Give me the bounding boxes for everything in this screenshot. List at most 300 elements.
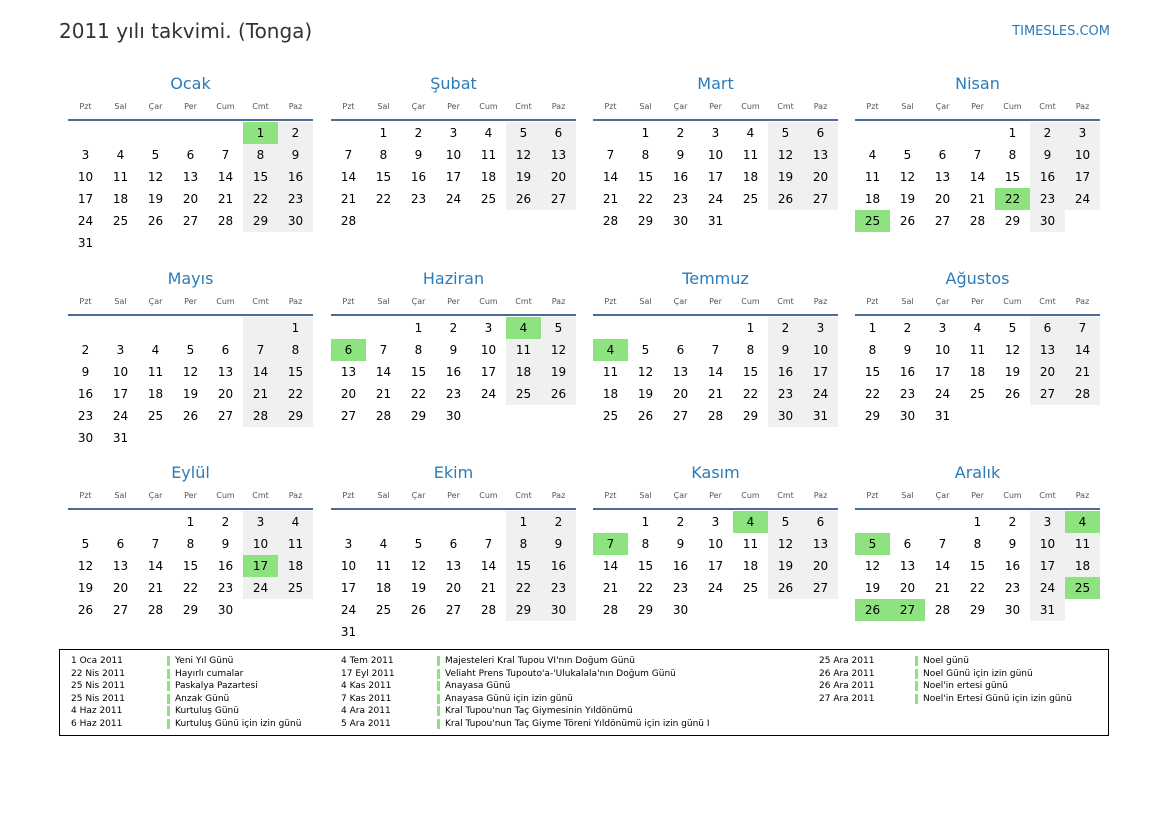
day-cell: 11	[375, 559, 392, 573]
day-cell: 19	[410, 581, 427, 595]
empty-cell	[208, 317, 243, 339]
day-cell: 12	[77, 559, 94, 573]
day-cell: 5	[768, 511, 803, 533]
month-7	[593, 268, 838, 427]
day-cell: 18	[742, 559, 759, 573]
holiday-day-cell: 4	[1065, 511, 1100, 533]
day-cell: 23	[1004, 581, 1021, 595]
day-cell: 16	[1030, 166, 1065, 188]
weekday-label: Per	[184, 491, 197, 500]
day-cell: 16	[445, 365, 462, 379]
day-cell: 6	[938, 148, 947, 162]
day-cell: 16	[768, 361, 803, 383]
holiday-date: 27 Ara 2011	[819, 693, 875, 704]
weekday-label: Sal	[114, 102, 127, 111]
day-cell: 19	[768, 166, 803, 188]
day-cell: 11	[147, 365, 164, 379]
holiday-day-cell: 5	[855, 533, 890, 555]
day-cell: 16	[217, 559, 234, 573]
day-cell: 3	[243, 511, 278, 533]
day-cell: 5	[81, 537, 90, 551]
day-cell: 13	[340, 365, 357, 379]
day-cell: 7	[243, 339, 278, 361]
day-cell: 26	[637, 409, 654, 423]
day-cell: 22	[637, 581, 654, 595]
month-name: Mart	[697, 74, 734, 93]
day-cell: 9	[414, 148, 423, 162]
day-cell: 28	[934, 603, 951, 617]
day-cell: 2	[278, 122, 313, 144]
weekday-header	[855, 294, 1100, 316]
empty-cell	[890, 511, 925, 533]
day-cell: 9	[221, 537, 230, 551]
day-cell: 21	[934, 581, 951, 595]
day-cell: 25	[375, 603, 392, 617]
legend-row	[71, 705, 301, 718]
weekday-header	[68, 488, 313, 510]
day-grid	[593, 511, 838, 621]
legend-column	[819, 655, 1072, 705]
day-grid	[331, 317, 576, 427]
holiday-date: 4 Haz 2011	[71, 706, 123, 717]
weekday-label: Cum	[1003, 297, 1022, 306]
day-cell: 18	[969, 365, 986, 379]
weekday-label: Cum	[741, 491, 760, 500]
holiday-name: Kurtuluş Günü için izin günü	[175, 718, 302, 729]
month-name: Ekim	[433, 463, 474, 482]
day-cell: 2	[449, 321, 458, 335]
day-cell: 10	[707, 148, 724, 162]
day-cell: 25	[506, 383, 541, 405]
legend-row	[71, 655, 301, 668]
day-cell: 28	[602, 603, 619, 617]
empty-cell	[103, 317, 138, 339]
weekday-label: Sal	[901, 491, 914, 500]
day-cell: 30	[278, 210, 313, 232]
day-cell: 30	[768, 405, 803, 427]
weekday-label: Cum	[741, 297, 760, 306]
weekday-label: Sal	[114, 297, 127, 306]
weekday-header	[593, 294, 838, 316]
day-cell: 2	[1030, 122, 1065, 144]
day-cell: 8	[278, 339, 313, 361]
day-cell: 31	[707, 214, 724, 228]
weekday-label: Çar	[411, 491, 426, 500]
day-cell: 1	[868, 321, 877, 335]
day-cell: 4	[746, 126, 755, 140]
day-cell: 9	[676, 537, 685, 551]
weekday-label: Per	[709, 102, 722, 111]
day-cell: 29	[637, 603, 654, 617]
day-cell: 5	[506, 122, 541, 144]
day-cell: 8	[641, 537, 650, 551]
weekday-label: Paz	[813, 491, 828, 500]
weekday-label: Çar	[673, 297, 688, 306]
day-cell: 31	[934, 409, 951, 423]
day-cell: 13	[182, 170, 199, 184]
month-8	[855, 268, 1100, 427]
day-cell: 3	[938, 321, 947, 335]
day-cell: 28	[602, 214, 619, 228]
day-grid	[68, 511, 313, 621]
day-cell: 21	[969, 192, 986, 206]
day-cell: 3	[116, 343, 125, 357]
day-cell: 24	[340, 603, 357, 617]
day-cell: 14	[375, 365, 392, 379]
day-cell: 30	[541, 599, 576, 621]
day-cell: 8	[746, 343, 755, 357]
empty-cell	[663, 317, 698, 339]
day-cell: 15	[243, 166, 278, 188]
day-cell: 15	[637, 559, 654, 573]
day-cell: 19	[899, 192, 916, 206]
day-cell: 22	[410, 387, 427, 401]
day-cell: 8	[186, 537, 195, 551]
day-grid	[331, 511, 576, 643]
day-cell: 7	[1065, 317, 1100, 339]
legend-row	[819, 668, 1072, 681]
weekday-label: Cmt	[777, 102, 794, 111]
day-cell: 4	[484, 126, 493, 140]
legend-row	[341, 693, 710, 706]
day-cell: 23	[672, 192, 689, 206]
weekday-label: Paz	[1075, 297, 1090, 306]
day-cell: 18	[742, 170, 759, 184]
day-cell: 19	[147, 192, 164, 206]
empty-cell	[331, 511, 366, 533]
weekday-label: Per	[184, 102, 197, 111]
day-cell: 21	[243, 383, 278, 405]
day-cell: 5	[151, 148, 160, 162]
empty-cell	[471, 511, 506, 533]
month-name: Nisan	[955, 74, 1000, 93]
day-cell: 8	[973, 537, 982, 551]
day-cell: 22	[637, 192, 654, 206]
day-cell: 21	[602, 581, 619, 595]
day-cell: 27	[803, 188, 838, 210]
weekday-label: Paz	[1075, 491, 1090, 500]
weekday-label: Pzt	[342, 102, 355, 111]
holiday-name: Kurtuluş Günü	[175, 706, 239, 717]
day-cell: 29	[969, 603, 986, 617]
day-cell: 9	[449, 343, 458, 357]
empty-cell	[628, 317, 663, 339]
holiday-day-cell: 1	[243, 122, 278, 144]
day-cell: 15	[375, 170, 392, 184]
day-cell: 6	[1030, 317, 1065, 339]
day-cell: 23	[899, 387, 916, 401]
day-cell: 18	[147, 387, 164, 401]
legend-row	[71, 718, 301, 731]
legend-column	[71, 655, 301, 731]
day-cell: 7	[379, 343, 388, 357]
day-cell: 13	[672, 365, 689, 379]
day-cell: 22	[864, 387, 881, 401]
day-cell: 3	[711, 515, 720, 529]
month-12	[855, 462, 1100, 621]
day-cell: 17	[1065, 166, 1100, 188]
day-cell: 2	[81, 343, 90, 357]
day-cell: 14	[602, 170, 619, 184]
day-cell: 12	[768, 144, 803, 166]
day-cell: 11	[864, 170, 881, 184]
weekday-label: Çar	[673, 102, 688, 111]
day-cell: 9	[903, 343, 912, 357]
day-cell: 17	[112, 387, 129, 401]
empty-cell	[208, 122, 243, 144]
weekday-label: Paz	[813, 102, 828, 111]
day-cell: 3	[344, 537, 353, 551]
weekday-label: Çar	[148, 491, 163, 500]
day-cell: 15	[969, 559, 986, 573]
day-cell: 28	[375, 409, 392, 423]
day-cell: 29	[410, 409, 427, 423]
day-cell: 27	[182, 214, 199, 228]
day-cell: 8	[414, 343, 423, 357]
day-cell: 18	[278, 555, 313, 577]
weekday-header	[68, 99, 313, 121]
day-cell: 10	[480, 343, 497, 357]
weekday-label: Per	[709, 297, 722, 306]
day-cell: 2	[541, 511, 576, 533]
day-cell: 31	[803, 405, 838, 427]
weekday-label: Çar	[411, 297, 426, 306]
day-cell: 5	[414, 537, 423, 551]
weekday-label: Paz	[551, 102, 566, 111]
day-cell: 9	[676, 148, 685, 162]
holiday-date: 25 Ara 2011	[819, 656, 875, 666]
day-cell: 6	[803, 511, 838, 533]
day-cell: 3	[803, 317, 838, 339]
weekday-label: Çar	[148, 102, 163, 111]
weekday-header	[855, 488, 1100, 510]
day-cell: 24	[1030, 577, 1065, 599]
day-cell: 21	[217, 192, 234, 206]
day-cell: 28	[480, 603, 497, 617]
day-cell: 23	[410, 192, 427, 206]
weekday-label: Sal	[901, 297, 914, 306]
day-cell: 13	[1030, 339, 1065, 361]
day-cell: 5	[186, 343, 195, 357]
month-3	[593, 73, 838, 232]
day-cell: 2	[1008, 515, 1017, 529]
site-link[interactable]: TIMESLES.COM	[1012, 24, 1110, 39]
day-cell: 1	[186, 515, 195, 529]
day-cell: 28	[340, 214, 357, 228]
day-cell: 12	[768, 533, 803, 555]
empty-cell	[68, 317, 103, 339]
holiday-marker	[167, 706, 170, 716]
weekday-label: Per	[971, 102, 984, 111]
holiday-name: Noel günü	[923, 656, 969, 666]
day-cell: 25	[602, 409, 619, 423]
month-name: Aralık	[954, 463, 1001, 482]
day-cell: 7	[484, 537, 493, 551]
weekday-header	[855, 99, 1100, 121]
day-cell: 15	[278, 361, 313, 383]
day-cell: 14	[1065, 339, 1100, 361]
day-cell: 29	[506, 599, 541, 621]
holiday-marker	[437, 669, 440, 679]
day-cell: 12	[864, 559, 881, 573]
holiday-name: Majesteleri Kral Tupou VI'nın Doğum Günü	[445, 656, 635, 666]
month-name: Ocak	[170, 74, 211, 93]
day-cell: 29	[1004, 214, 1021, 228]
page-title: 2011 yılı takvimi. (Tonga)	[59, 19, 313, 43]
day-cell: 24	[445, 192, 462, 206]
weekday-label: Sal	[639, 297, 652, 306]
weekday-label: Cmt	[1039, 491, 1056, 500]
day-cell: 19	[864, 581, 881, 595]
day-cell: 27	[541, 188, 576, 210]
month-name: Kasım	[691, 463, 740, 482]
day-cell: 17	[934, 365, 951, 379]
day-cell: 27	[340, 409, 357, 423]
month-1	[68, 73, 313, 254]
holiday-date: 25 Nis 2011	[71, 681, 125, 692]
empty-cell	[855, 122, 890, 144]
day-cell: 1	[506, 511, 541, 533]
day-cell: 14	[147, 559, 164, 573]
day-cell: 11	[742, 148, 759, 162]
day-cell: 22	[278, 383, 313, 405]
day-cell: 31	[77, 236, 94, 250]
day-cell: 21	[707, 387, 724, 401]
day-cell: 4	[379, 537, 388, 551]
weekday-label: Pzt	[79, 102, 92, 111]
day-cell: 8	[1008, 148, 1017, 162]
day-cell: 1	[641, 126, 650, 140]
day-cell: 2	[414, 126, 423, 140]
day-cell: 14	[217, 170, 234, 184]
day-cell: 11	[602, 365, 619, 379]
day-cell: 6	[541, 122, 576, 144]
day-cell: 19	[182, 387, 199, 401]
holiday-marker	[915, 681, 918, 691]
day-cell: 3	[711, 126, 720, 140]
day-cell: 22	[182, 581, 199, 595]
day-cell: 19	[77, 581, 94, 595]
day-cell: 7	[606, 148, 615, 162]
empty-cell	[890, 122, 925, 144]
weekday-label: Per	[447, 102, 460, 111]
day-cell: 24	[480, 387, 497, 401]
day-cell: 13	[445, 559, 462, 573]
day-cell: 20	[112, 581, 129, 595]
day-cell: 10	[243, 533, 278, 555]
month-name: Ağustos	[945, 269, 1010, 288]
day-cell: 7	[221, 148, 230, 162]
day-cell: 25	[112, 214, 129, 228]
day-cell: 15	[1004, 170, 1021, 184]
weekday-label: Cum	[1003, 102, 1022, 111]
weekday-label: Cmt	[1039, 102, 1056, 111]
day-cell: 18	[602, 387, 619, 401]
empty-cell	[855, 511, 890, 533]
holiday-name: Noel'in ertesi günü	[923, 681, 1008, 692]
weekday-label: Çar	[935, 102, 950, 111]
day-cell: 18	[864, 192, 881, 206]
day-cell: 12	[637, 365, 654, 379]
day-cell: 22	[506, 577, 541, 599]
holiday-name: Paskalya Pazartesi	[175, 681, 258, 692]
empty-cell	[366, 511, 401, 533]
day-cell: 6	[676, 343, 685, 357]
day-cell: 11	[969, 343, 986, 357]
weekday-label: Paz	[813, 297, 828, 306]
weekday-label: Cmt	[252, 102, 269, 111]
weekday-label: Paz	[1075, 102, 1090, 111]
day-cell: 23	[672, 581, 689, 595]
holiday-date: 4 Ara 2011	[341, 706, 391, 717]
day-cell: 10	[1030, 533, 1065, 555]
day-cell: 3	[1065, 122, 1100, 144]
empty-cell	[366, 317, 401, 339]
day-cell: 29	[864, 409, 881, 423]
day-cell: 11	[112, 170, 129, 184]
empty-cell	[138, 122, 173, 144]
day-cell: 15	[182, 559, 199, 573]
day-cell: 5	[768, 122, 803, 144]
day-cell: 28	[243, 405, 278, 427]
day-cell: 28	[217, 214, 234, 228]
weekday-label: Paz	[288, 297, 303, 306]
day-cell: 24	[707, 581, 724, 595]
day-cell: 22	[375, 192, 392, 206]
day-cell: 27	[934, 214, 951, 228]
weekday-label: Pzt	[866, 102, 879, 111]
day-cell: 17	[77, 192, 94, 206]
day-cell: 3	[1030, 511, 1065, 533]
holiday-date: 26 Ara 2011	[819, 668, 875, 679]
day-cell: 26	[768, 188, 803, 210]
day-cell: 26	[182, 409, 199, 423]
day-grid	[331, 122, 576, 232]
weekday-label: Sal	[639, 491, 652, 500]
day-cell: 12	[410, 559, 427, 573]
empty-cell	[925, 122, 960, 144]
day-cell: 28	[147, 603, 164, 617]
weekday-label: Sal	[639, 102, 652, 111]
weekday-label: Pzt	[604, 491, 617, 500]
day-cell: 24	[1065, 188, 1100, 210]
day-cell: 1	[414, 321, 423, 335]
day-cell: 28	[1065, 383, 1100, 405]
holiday-marker	[915, 694, 918, 704]
month-9	[68, 462, 313, 621]
weekday-label: Cum	[1003, 491, 1022, 500]
day-cell: 8	[868, 343, 877, 357]
empty-cell	[331, 317, 366, 339]
day-cell: 1	[278, 317, 313, 339]
day-cell: 25	[480, 192, 497, 206]
day-cell: 4	[973, 321, 982, 335]
empty-cell	[698, 317, 733, 339]
day-cell: 7	[973, 148, 982, 162]
day-cell: 1	[641, 515, 650, 529]
day-cell: 13	[934, 170, 951, 184]
day-cell: 20	[445, 581, 462, 595]
day-cell: 18	[112, 192, 129, 206]
holiday-name: Noel'in Ertesi Günü için izin günü	[923, 693, 1072, 704]
holiday-legend	[59, 649, 1109, 736]
holiday-name: Yeni Yıl Günü	[175, 656, 234, 666]
weekday-label: Sal	[377, 491, 390, 500]
legend-row	[341, 718, 710, 731]
holiday-date: 4 Kas 2011	[341, 681, 392, 692]
day-cell: 6	[803, 122, 838, 144]
day-cell: 14	[969, 170, 986, 184]
